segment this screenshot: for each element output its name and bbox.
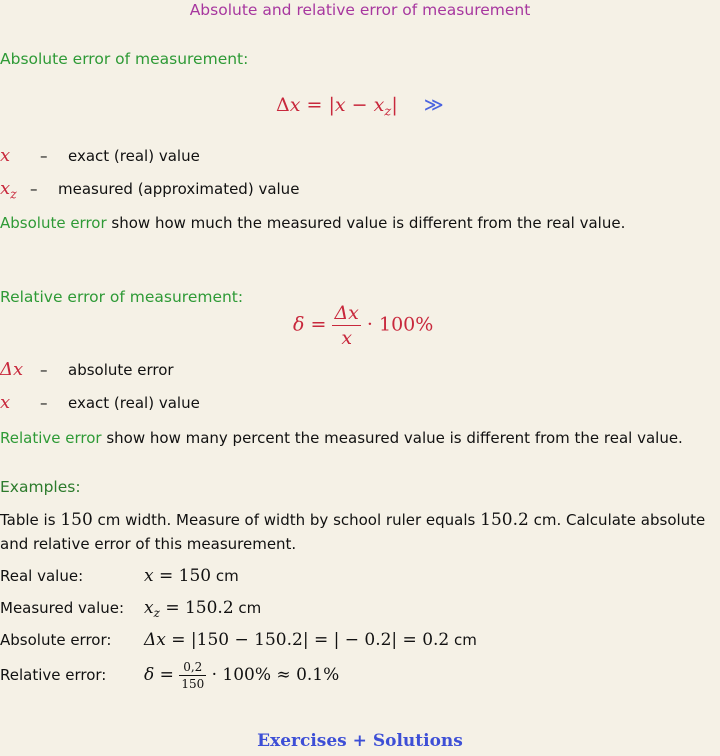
expand-more-link[interactable]: ≫ [423,94,444,116]
exercises-solutions-link[interactable]: Exercises + Solutions [257,731,463,751]
absolute-error-explanation: Absolute error show how much the measured value is different from the real value. [0,214,626,232]
definition-row: x – exact (real) value [0,145,200,166]
example-row-relative-error: Relative error: δ = $\frac{0,2}{150}$ · 100% ≈ 0.1% [0,660,340,691]
relative-error-heading: Relative error of measurement: [0,288,244,306]
absolute-error-formula: $\Delta x = |x - x_z|$ ≫ [276,94,444,120]
absolute-error-heading: Absolute error of measurement: [0,50,249,68]
relative-error-explanation: Relative error show how many percent the measured value is different from the real value. [0,429,683,447]
symbol-x: x [0,145,11,166]
example-row-measured-value: Measured value: $x_z = 150.2$ cm [0,598,262,621]
page-title: Absolute and relative error of measurement [189,1,531,19]
example-problem-line2: and relative error of this measurement. [0,535,297,553]
relative-error-formula: δ = $\frac{\Delta x}{x}$ · 100% [293,302,434,349]
symbol-xz: $x_z$ [0,178,17,202]
definition-row: x – exact (real) value [0,392,200,413]
examples-heading: Examples: [0,478,81,496]
symbol-delta-x: Δx [0,359,24,380]
symbol-x: x [0,392,11,413]
example-row-real-value: Real value: x = 150 cm [0,566,239,586]
definition-row: Δx – absolute error [0,359,174,380]
example-row-absolute-error: Absolute error: Δx = |150 − 150.2| = | − 0.2| = 0.2 cm [0,630,477,650]
definition-row: $x_z$ – measured (approximated) value [0,178,300,202]
example-problem-line1: Table is 150 cm width. Measure of width by school ruler equals 150.2 cm. Calculate absolute [0,510,706,530]
